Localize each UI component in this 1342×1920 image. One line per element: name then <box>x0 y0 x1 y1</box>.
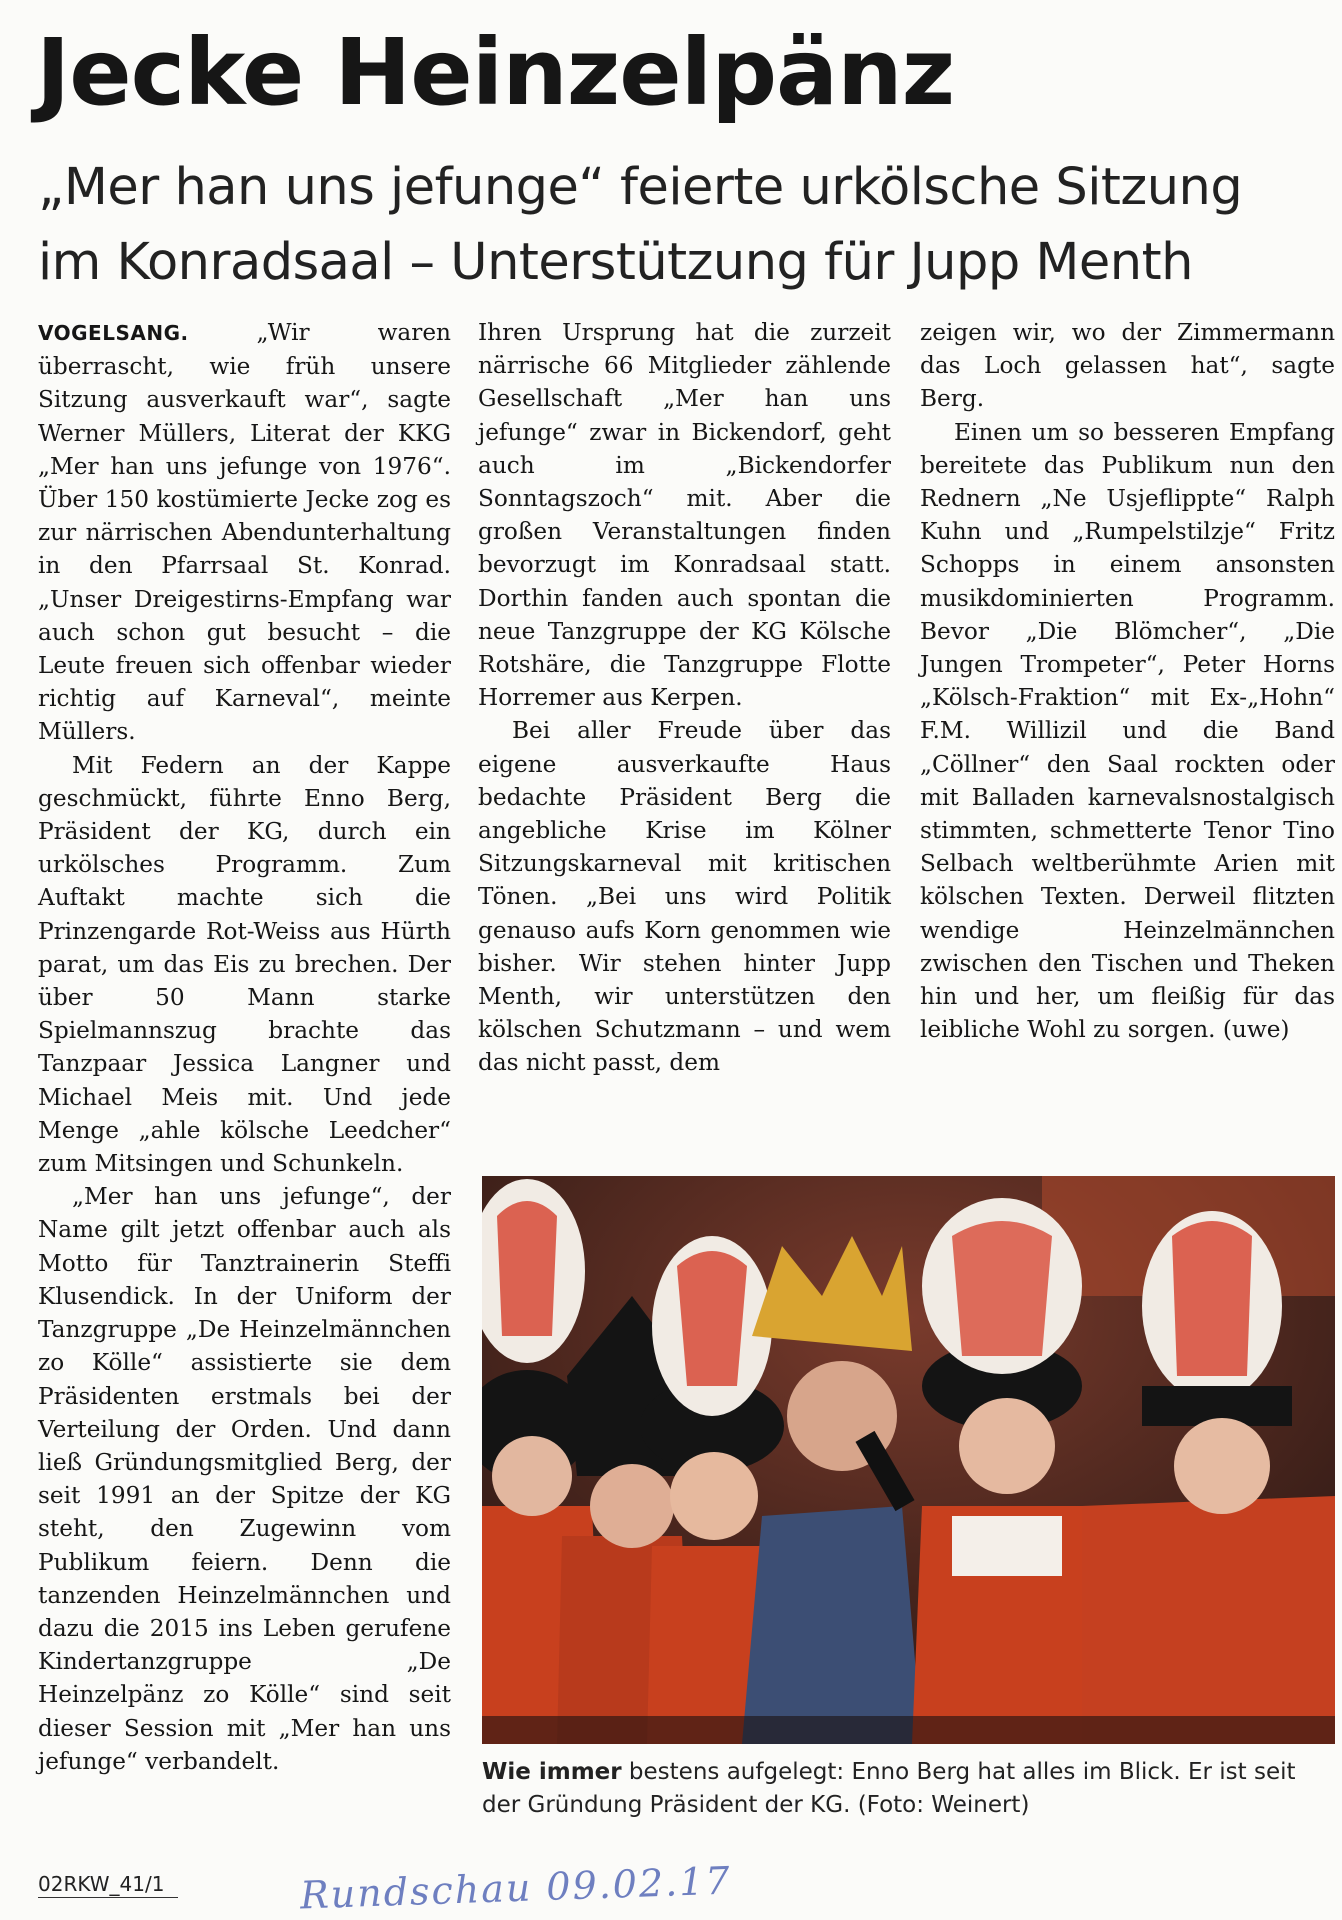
handwritten-source-note: Rundschau 09.02.17 <box>299 1858 733 1918</box>
photo-illustration <box>482 1176 1335 1744</box>
subhead-line-1: „Mer han uns jefunge“ feierte urkölsche Sitzung <box>38 158 1243 217</box>
dateline: VOGELSANG. <box>38 321 189 345</box>
paragraph: Einen um so besseren Empfang bereitete das Publikum nun den Rednern „Ne Usjeflippte“ Ralph Kuhn und „Rumpelstilzje“ Fritz Schopps in einem ansonsten musikdominierten Programm. Bevor „Die Blömcher“, „Die Jungen Trompeter“, Peter Horns „Kölsch-Fraktion“ mit Ex-„Hohn“ F.M. Willizil und die Band „Cöllner“ den Saal rockten oder mit Balladen karnevalsnostalgisch stimmten, schmetterte Tenor Tino Selbach weltberühmte Arien mit kölschen Texten. Derweil flitzten wendige Heinzelmännchen zwischen den Tischen und Theken hin und her, um fleißig für das leibliche Wohl zu sorgen. (uwe) <box>920 418 1335 1044</box>
plume-stripe <box>952 1221 1052 1356</box>
paragraph: „Mer han uns jefunge“, der Name gilt jetzt offenbar auch als Motto für Tanztrainerin Steffi Klusendick. In der Uniform der Tanzgruppe „De Heinzelmännchen zo Kölle“ assistierte sie dem Präsidenten erstmals bei der Verteilung der Orden. Und dann ließ Gründungsmitglied Berg, der seit 1991 an der Spitze der KG steht, den Zugewinn vom Publikum feiern. Denn die tanzenden Heinzelmännchen und dazu die 2015 ins Leben gerufene Kindertanzgruppe „De Heinzelpänz zo Kölle“ sind seit dieser Session mit „Mer han uns jefunge“ verbandelt. <box>38 1183 451 1775</box>
article-column-1 <box>38 316 451 1778</box>
photo-caption <box>482 1756 1335 1822</box>
paragraph <box>38 316 451 749</box>
paragraph: Mit Federn an der Kappe geschmückt, führte Enno Berg, Präsident der KG, durch ein urkölsches Programm. Zum Auftakt machte sich die Prinzengarde Rot-Weiss aus Hürth parat, um das Eis zu brechen. Der über 50 Mann starke Spielmannszug brachte das Tanzpaar Jessica Langner und Michael Meis mit. Und jede Menge „ahle kölsche Leedcher“ zum Mitsingen und Schunkeln. <box>38 751 451 1178</box>
president-coat <box>742 1506 922 1744</box>
plume-stripe <box>497 1201 557 1336</box>
subheadline <box>38 150 1328 300</box>
paragraph: Bei aller Freude über das eigene ausverkaufte Haus bedachte Präsident Berg die angebliche Krise im Kölner Sitzungskarneval mit kritischen Tönen. „Bei uns wird Politik genauso aufs Korn genommen wie bisher. Wir stehen hinter Jupp Menth, wir unterstützen den kölschen Schutzmann – und wem das nicht passt, dem <box>478 717 891 1077</box>
guard-jabot <box>952 1516 1062 1576</box>
guard-face <box>590 1464 674 1548</box>
guard-uniform <box>1082 1496 1335 1744</box>
clipping-code-underline <box>38 1897 178 1898</box>
plume-stripe <box>677 1251 747 1386</box>
guard-face <box>959 1398 1055 1494</box>
headline: Jecke Heinzelpänz <box>36 19 955 126</box>
caption-lead: Wie immer <box>482 1759 622 1785</box>
article-column-2 <box>478 316 891 1080</box>
paragraph-text: „Wir waren überrascht, wie früh unsere Sitzung ausverkauft war“, sagte Werner Müllers, Literat der KKG „Mer han uns jefunge von 1976“. Über 150 kostümierte Jecke zog es zur närrischen Abendunterhaltung in den Pfarrsaal St. Konrad. „Unser Dreigestirns-Empfang war auch schon gut besucht – die Leute freuen sich offenbar wieder richtig auf Karneval“, meinte Müllers. <box>38 319 451 746</box>
clipping-code: 02RKW_41/1 <box>38 1872 165 1896</box>
carnival-photo <box>482 1176 1335 1744</box>
photo-foreground-shadow <box>482 1716 1335 1744</box>
plume-stripe <box>1172 1221 1252 1376</box>
article-column-3 <box>920 316 1335 1046</box>
caption-text: bestens aufgelegt: Enno Berg hat alles im Blick. Er ist seit der Gründung Präsident der KG. (Foto: Weinert) <box>482 1759 1296 1818</box>
guard-face <box>670 1452 758 1540</box>
subhead-line-2: im Konradsaal – Unterstützung für Jupp Menth <box>38 233 1193 292</box>
paragraph: zeigen wir, wo der Zimmermann das Loch gelassen hat“, sagte Berg. <box>920 319 1335 413</box>
guard-face <box>1174 1418 1270 1514</box>
paragraph: Ihren Ursprung hat die zurzeit närrische 66 Mitglieder zählende Gesellschaft „Mer han uns jefunge“ zwar in Bickendorf, geht auch im „Bickendorfer Sonntagszoch“ mit. Aber die großen Veranstaltungen finden bevorzugt im Konradsaal statt. Dorthin fanden auch spontan die neue Tanzgruppe der KG Kölsche Rotshäre, die Tanzgruppe Flotte Horremer aus Kerpen. <box>478 319 891 712</box>
guard-face <box>492 1436 572 1516</box>
